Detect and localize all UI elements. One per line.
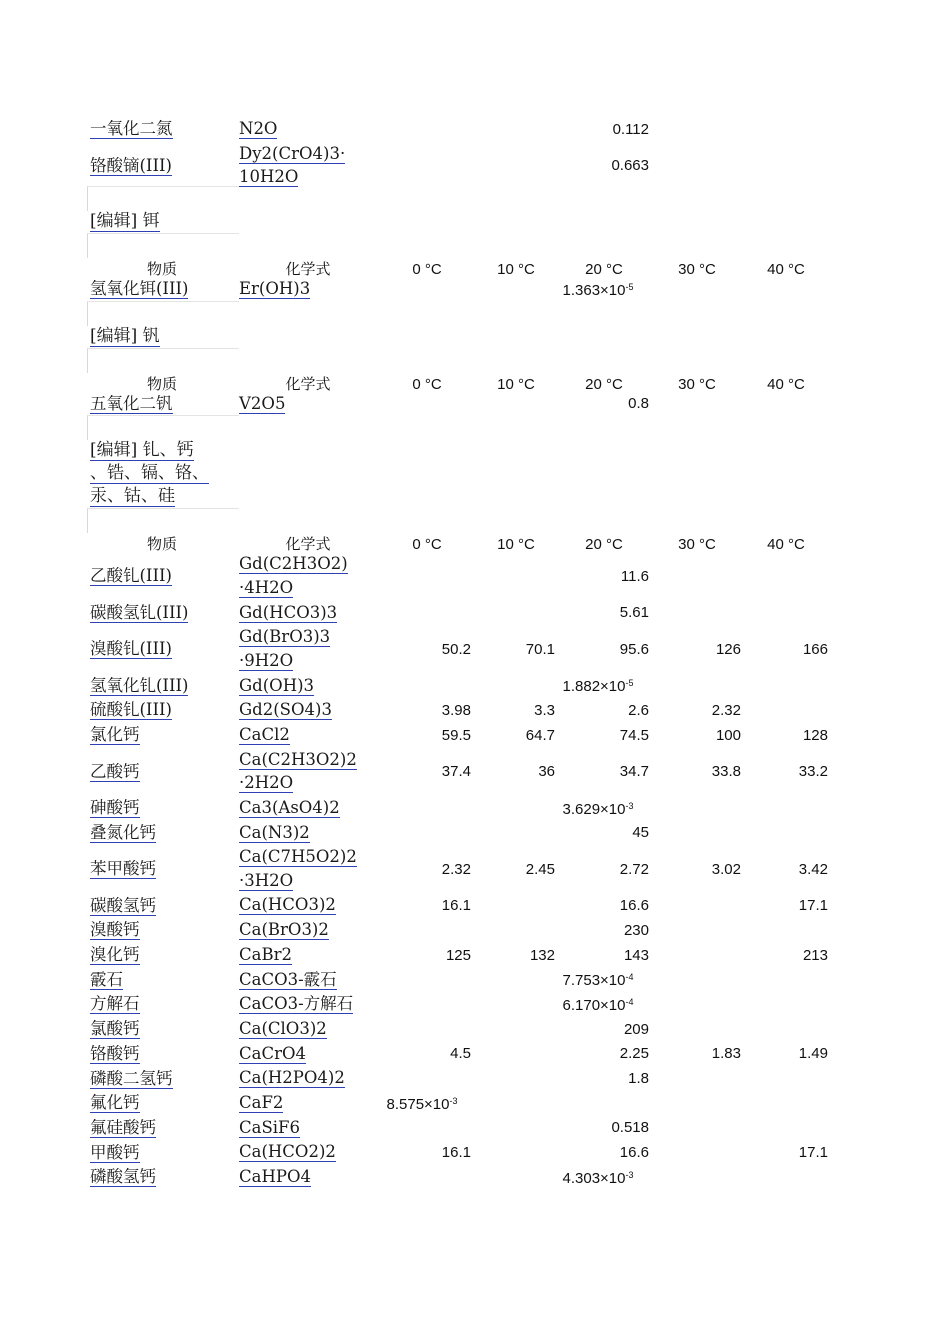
- table-row: [0, 893, 950, 917]
- column-header: 0 °C: [412, 261, 442, 278]
- table-row: [0, 117, 950, 141]
- chemical-formula-link[interactable]: [239, 1066, 345, 1090]
- solubility-value-20c: 209: [623, 1020, 649, 1038]
- column-header: 化学式: [285, 261, 331, 278]
- substance-name-text[interactable]: 五氧化二钒: [90, 393, 173, 413]
- substance-name-link[interactable]: [90, 117, 173, 140]
- substance-name-link[interactable]: [90, 1116, 156, 1139]
- substance-name-text[interactable]: 乙酸钆(III): [90, 566, 172, 586]
- solubility-value-20c: 11.6: [620, 567, 649, 585]
- table-row: [0, 918, 950, 942]
- table-row: [0, 1091, 950, 1115]
- table-row: [0, 723, 950, 747]
- column-header: 化学式: [285, 375, 331, 393]
- table-row: [0, 674, 950, 698]
- chemical-formula-link[interactable]: [239, 1042, 306, 1066]
- solubility-value-10c: 70.1: [525, 640, 555, 658]
- solubility-value-0c: 4.5: [450, 1045, 471, 1063]
- section-heading: [90, 210, 160, 233]
- solubility-value-30c: 100: [715, 726, 741, 744]
- table-row: [0, 1140, 950, 1164]
- mantissa: 3.629×10: [562, 800, 626, 818]
- table-row: [0, 845, 950, 892]
- substance-name-link[interactable]: [90, 894, 156, 917]
- solubility-value-20c: 230: [623, 921, 649, 939]
- chemical-formula-link[interactable]: [239, 943, 292, 967]
- formula-line[interactable]: N2O: [239, 119, 278, 138]
- chemical-formula-link[interactable]: [239, 1017, 327, 1041]
- solubility-value-20c: 2.6: [628, 701, 649, 719]
- solubility-value-20c: 5.61: [619, 604, 649, 622]
- formula-line[interactable]: CaCO3-霰石: [239, 969, 337, 989]
- section-heading-link[interactable]: [编辑] 钒: [90, 325, 160, 346]
- solubility-value-10c: 132: [529, 946, 555, 964]
- chemical-formula-link[interactable]: [239, 601, 337, 625]
- table-row: [0, 796, 950, 820]
- solubility-value-30c: 126: [715, 640, 741, 658]
- mantissa: 6.170×10: [562, 996, 626, 1014]
- substance-name-text[interactable]: 磷酸二氢钙: [90, 1068, 173, 1088]
- table-row: [0, 992, 950, 1016]
- substance-name-link[interactable]: [90, 674, 188, 697]
- solubility-value-10c: 64.7: [525, 726, 555, 744]
- chemical-formula-link[interactable]: [239, 748, 357, 795]
- formula-line[interactable]: Ca(HCO2)2: [239, 1142, 336, 1162]
- column-header: 20 °C: [585, 261, 623, 278]
- solubility-value-10c: 2.45: [525, 860, 555, 878]
- chemical-formula-link[interactable]: [239, 845, 357, 892]
- section-heading-link[interactable]: [编辑] 钆、钙: [90, 440, 194, 461]
- substance-name-link[interactable]: [90, 1017, 140, 1040]
- chemical-formula-link[interactable]: [239, 1091, 283, 1115]
- solubility-value-0c: 16.1: [441, 1144, 471, 1162]
- chemical-formula-link[interactable]: [239, 723, 290, 747]
- substance-name-text[interactable]: 叠氮化钙: [90, 822, 156, 842]
- column-header: 40 °C: [767, 261, 805, 278]
- substance-name-text[interactable]: 铬酸镝(III): [90, 155, 172, 175]
- table-row: [0, 968, 950, 992]
- formula-line[interactable]: Gd2(SO4)3: [239, 700, 332, 720]
- formula-line[interactable]: V2O5: [239, 393, 286, 413]
- substance-name-link[interactable]: [90, 698, 172, 721]
- exponent: -3: [625, 1169, 634, 1180]
- solubility-value-30c: 2.32: [711, 701, 741, 719]
- formula-line[interactable]: 10H2O: [239, 167, 299, 186]
- chemical-formula-link[interactable]: [239, 625, 330, 672]
- formula-line[interactable]: Ca(HCO3)2: [239, 895, 336, 915]
- formula-line[interactable]: CaBr2: [239, 944, 292, 964]
- substance-name-link[interactable]: [90, 1067, 173, 1090]
- solubility-value-scientific: [352, 1096, 492, 1114]
- substance-name-text[interactable]: 苯甲酸钙: [90, 859, 156, 879]
- substance-name-text[interactable]: 碳酸氢钙: [90, 895, 156, 915]
- formula-line[interactable]: ·4H2O: [239, 577, 294, 597]
- exponent: -4: [625, 996, 634, 1007]
- chemical-formula-link[interactable]: [239, 1116, 300, 1140]
- solubility-value-40c: 1.49: [798, 1045, 828, 1063]
- chemical-formula-link[interactable]: [239, 117, 277, 141]
- substance-name-link[interactable]: [90, 821, 156, 844]
- solubility-value-20c: 143: [623, 946, 649, 964]
- table-row: [0, 943, 950, 967]
- section-heading-link[interactable]: [编辑] 铒: [90, 211, 160, 231]
- substance-name-link[interactable]: [90, 943, 140, 966]
- chemical-formula-link[interactable]: [239, 142, 345, 189]
- substance-name-text[interactable]: 氢氧化铒(III): [90, 279, 189, 299]
- table-row: [0, 1116, 950, 1140]
- column-header: 40 °C: [767, 375, 805, 393]
- column-header: 30 °C: [678, 375, 716, 393]
- formula-line[interactable]: Ca(ClO3)2: [239, 1018, 327, 1038]
- chemical-formula-link[interactable]: [239, 918, 329, 942]
- solubility-value-20c: 2.72: [619, 860, 649, 878]
- substance-name-link[interactable]: [90, 918, 140, 941]
- column-header: 化学式: [285, 536, 331, 554]
- solubility-value-40c: 17.1: [798, 897, 828, 915]
- substance-name-text[interactable]: 氯化钙: [90, 725, 140, 745]
- chemical-formula-link[interactable]: [239, 1165, 311, 1189]
- chemical-formula-link[interactable]: [239, 821, 310, 845]
- solubility-value-10c: 3.3: [534, 701, 555, 719]
- table-row: [0, 1017, 950, 1041]
- solubility-value-scientific: [528, 282, 668, 300]
- exponent: -3: [449, 1095, 458, 1106]
- solubility-value-20c: 0.663: [611, 157, 649, 174]
- table-row: [0, 552, 950, 599]
- section-frame: [87, 233, 239, 258]
- solubility-value-40c: 128: [802, 726, 828, 744]
- substance-name-link[interactable]: [90, 968, 123, 991]
- solubility-value-scientific: [528, 678, 668, 696]
- table-row: [0, 748, 950, 795]
- solubility-value-0c: 16.1: [441, 897, 471, 915]
- formula-line[interactable]: Ca(BrO3)2: [239, 920, 329, 940]
- solubility-value-20c: 0.8: [628, 395, 649, 413]
- substance-name-link[interactable]: [90, 723, 140, 746]
- solubility-value-0c: 59.5: [441, 726, 471, 744]
- solubility-value-20c: 0.112: [612, 120, 649, 138]
- chemical-formula-link[interactable]: [239, 674, 314, 698]
- section-heading: [90, 439, 209, 508]
- section-frame: [87, 348, 239, 373]
- formula-line[interactable]: CaF2: [239, 1093, 284, 1112]
- formula-line[interactable]: CaCO3-方解石: [239, 994, 354, 1014]
- solubility-value-40c: 213: [802, 946, 828, 964]
- substance-name-text[interactable]: 碳酸氢钆(III): [90, 602, 189, 622]
- solubility-value-0c: 37.4: [441, 763, 471, 781]
- substance-name-text[interactable]: 溴酸钙: [90, 920, 140, 940]
- solubility-value-10c: 36: [538, 763, 555, 781]
- column-header: 30 °C: [678, 261, 716, 278]
- formula-line[interactable]: Ca(H2PO4)2: [239, 1068, 345, 1088]
- solubility-value-30c: 3.02: [711, 860, 741, 878]
- formula-line[interactable]: CaSiF6: [239, 1117, 300, 1137]
- column-header: 10 °C: [497, 536, 535, 554]
- table-row: [0, 1066, 950, 1090]
- chemical-formula-link[interactable]: [239, 698, 332, 722]
- substance-name-link[interactable]: [90, 564, 172, 587]
- table-row: [0, 142, 950, 189]
- substance-name-text[interactable]: 一氧化二氮: [90, 119, 173, 139]
- section-heading-link[interactable]: 汞、钴、硅: [90, 486, 175, 507]
- formula-line[interactable]: ·3H2O: [239, 870, 294, 890]
- solubility-value-0c: 125: [445, 946, 471, 964]
- formula-line[interactable]: Dy2(CrO4)3·: [239, 143, 346, 163]
- solubility-value-20c: 16.6: [619, 897, 649, 915]
- chemical-formula-link[interactable]: [239, 277, 310, 301]
- table-row: [0, 698, 950, 722]
- substance-name-text[interactable]: 硫酸钆(III): [90, 700, 172, 720]
- chemical-formula-link[interactable]: [239, 552, 348, 599]
- solubility-value-20c: 34.7: [619, 763, 649, 781]
- formula-line[interactable]: CaHPO4: [239, 1167, 311, 1187]
- solubility-value-20c: 16.6: [619, 1144, 649, 1162]
- chemical-formula-link[interactable]: [239, 796, 340, 820]
- substance-name-link[interactable]: [90, 796, 140, 819]
- solubility-value-30c: 33.8: [711, 763, 741, 781]
- substance-name-link[interactable]: [90, 1042, 140, 1065]
- table-row: [0, 625, 950, 672]
- chemical-formula-link[interactable]: [239, 968, 337, 992]
- substance-name-link[interactable]: [90, 1165, 156, 1188]
- substance-name-text[interactable]: 甲酸钙: [90, 1142, 140, 1162]
- formula-line[interactable]: Ca(C2H3O2)2: [239, 749, 357, 769]
- substance-name-text[interactable]: 溴化钙: [90, 945, 140, 965]
- formula-line[interactable]: ·2H2O: [239, 773, 294, 793]
- solubility-value-20c: 45: [632, 824, 649, 842]
- substance-name-link[interactable]: [90, 392, 173, 415]
- mantissa: 7.753×10: [562, 972, 626, 990]
- column-header: 10 °C: [497, 375, 535, 393]
- table-row: [0, 392, 950, 416]
- mantissa: 1.363×10: [562, 281, 626, 299]
- section-heading: [90, 325, 160, 348]
- substance-name-link[interactable]: [90, 857, 156, 880]
- substance-name-text[interactable]: 铬酸钙: [90, 1043, 140, 1063]
- column-header: 物质: [146, 261, 177, 278]
- table-row: [0, 601, 950, 625]
- column-header: 10 °C: [497, 261, 535, 278]
- chemical-formula-link[interactable]: [239, 992, 353, 1016]
- solubility-value-20c: 74.5: [619, 726, 649, 744]
- exponent: -3: [625, 800, 634, 811]
- column-header: 物质: [146, 536, 177, 554]
- formula-line[interactable]: Ca(C7H5O2)2: [239, 847, 357, 867]
- solubility-value-0c: 2.32: [441, 860, 471, 878]
- exponent: -5: [625, 281, 634, 292]
- chemical-formula-link[interactable]: [239, 1140, 336, 1164]
- mantissa: 4.303×10: [562, 1169, 626, 1187]
- section-frame: [87, 415, 239, 440]
- solubility-value-30c: 1.83: [711, 1045, 741, 1063]
- substance-name-link[interactable]: [90, 992, 140, 1015]
- solubility-value-scientific: [528, 972, 668, 990]
- mantissa: 1.882×10: [562, 678, 626, 696]
- substance-name-link[interactable]: [90, 1091, 140, 1114]
- column-header: 40 °C: [767, 536, 805, 554]
- substance-name-link[interactable]: [90, 154, 172, 177]
- solubility-value-40c: 3.42: [798, 860, 828, 878]
- substance-name-text[interactable]: 方解石: [90, 994, 140, 1014]
- chemical-formula-link[interactable]: [239, 392, 285, 416]
- column-header: 30 °C: [678, 536, 716, 554]
- formula-line[interactable]: CaCl2: [239, 724, 290, 744]
- solubility-value-40c: 33.2: [798, 763, 828, 781]
- substance-name-link[interactable]: [90, 601, 188, 624]
- column-header: 0 °C: [412, 375, 442, 393]
- substance-name-text[interactable]: 砷酸钙: [90, 798, 140, 818]
- table-row: [0, 821, 950, 845]
- solubility-value-40c: 166: [802, 640, 828, 658]
- solubility-value-20c: 2.25: [619, 1045, 649, 1063]
- substance-name-text[interactable]: 氟化钙: [90, 1093, 140, 1113]
- substance-name-link[interactable]: [90, 760, 140, 783]
- solubility-value-20c: 95.6: [619, 640, 649, 658]
- section-frame: [87, 186, 239, 211]
- solubility-value-scientific: [528, 1170, 668, 1188]
- solubility-value-20c: 1.8: [628, 1070, 649, 1088]
- substance-name-text[interactable]: 氯酸钙: [90, 1019, 140, 1039]
- formula-line[interactable]: Gd(BrO3)3: [239, 627, 331, 647]
- substance-name-text[interactable]: 霰石: [90, 969, 123, 989]
- exponent: -4: [625, 972, 634, 983]
- substance-name-text[interactable]: 溴酸钆(III): [90, 639, 172, 659]
- solubility-value-scientific: [528, 801, 668, 819]
- solubility-value-scientific: [528, 997, 668, 1015]
- solubility-value-20c: 0.518: [611, 1119, 649, 1137]
- substance-name-link[interactable]: [90, 1141, 140, 1164]
- solubility-value-0c: 3.98: [441, 701, 471, 719]
- formula-line[interactable]: Er(OH)3: [239, 279, 311, 298]
- formula-line[interactable]: CaCrO4: [239, 1043, 306, 1063]
- substance-name-link[interactable]: [90, 637, 172, 660]
- formula-line[interactable]: Gd(C2H3O2): [239, 554, 348, 574]
- chemical-formula-link[interactable]: [239, 893, 336, 917]
- substance-name-text[interactable]: 乙酸钙: [90, 761, 140, 781]
- substance-name-link[interactable]: [90, 277, 188, 300]
- mantissa: 8.575×10: [386, 1095, 450, 1113]
- table-row: [0, 1042, 950, 1066]
- solubility-value-40c: 17.1: [798, 1144, 828, 1162]
- exponent: -5: [625, 678, 634, 689]
- substance-name-text[interactable]: 氢氧化钆(III): [90, 675, 189, 695]
- column-header: 20 °C: [585, 375, 623, 393]
- substance-name-text[interactable]: 磷酸氢钙: [90, 1167, 156, 1187]
- substance-name-text[interactable]: 氟硅酸钙: [90, 1117, 156, 1137]
- column-header: 0 °C: [412, 536, 442, 554]
- column-header: 物质: [146, 375, 177, 393]
- table-row: [0, 277, 950, 301]
- table-row: [0, 1165, 950, 1189]
- formula-line[interactable]: ·9H2O: [239, 650, 294, 670]
- formula-line[interactable]: Gd(OH)3: [239, 675, 315, 695]
- solubility-value-0c: 50.2: [441, 640, 471, 658]
- formula-line[interactable]: Ca(N3)2: [239, 822, 310, 842]
- section-frame: [87, 301, 239, 326]
- section-frame: [87, 508, 239, 533]
- column-header: 20 °C: [585, 536, 623, 554]
- section-heading-link[interactable]: 、锆、镉、铬、: [90, 463, 209, 484]
- formula-line[interactable]: Ca3(AsO4)2: [239, 797, 340, 817]
- formula-line[interactable]: Gd(HCO3)3: [239, 602, 338, 622]
